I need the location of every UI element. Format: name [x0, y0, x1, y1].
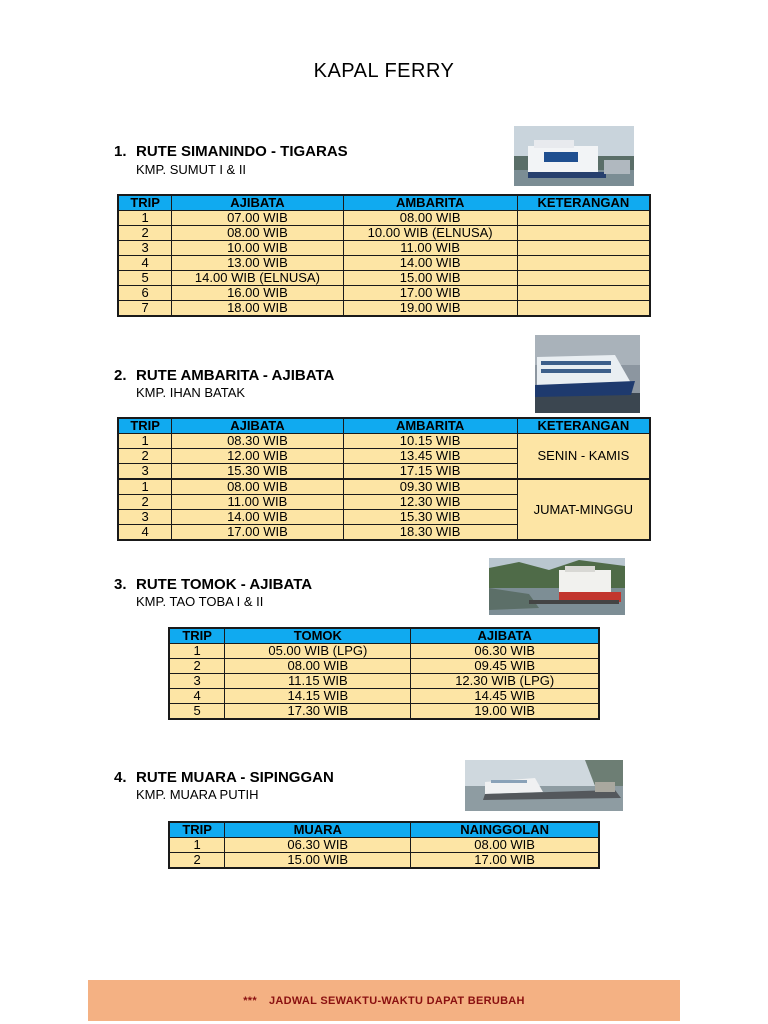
time-cell: 19.00 WIB — [343, 301, 517, 317]
route-4-heading — [114, 769, 334, 786]
time-cell: 14.00 WIB — [172, 510, 343, 525]
ferry-photo-3 — [489, 558, 625, 615]
time-cell: 08.00 WIB — [343, 211, 517, 226]
time-cell: 17.00 WIB — [411, 853, 599, 869]
route-2-ship: KMP. IHAN BATAK — [136, 385, 246, 400]
route-4-name: RUTE MUARA - SIPINGGAN — [136, 769, 334, 786]
trip-cell: 3 — [169, 674, 225, 689]
time-cell: 19.00 WIB — [411, 704, 599, 720]
table-row — [169, 674, 599, 689]
route-3-number: 3. — [114, 576, 127, 593]
time-cell: 14.45 WIB — [411, 689, 599, 704]
header-ambarita: AMBARITA — [343, 195, 517, 211]
route-2-number: 2. — [114, 367, 127, 384]
trip-cell: 2 — [118, 495, 172, 510]
trip-cell: 3 — [118, 510, 172, 525]
table-row — [118, 479, 650, 495]
time-cell: 15.30 WIB — [172, 464, 343, 480]
time-cell: 10.00 WIB — [172, 241, 343, 256]
time-cell: 11.00 WIB — [172, 495, 343, 510]
time-cell: 12.00 WIB — [172, 449, 343, 464]
trip-cell: 4 — [169, 689, 225, 704]
time-cell: 13.00 WIB — [172, 256, 343, 271]
table-row — [118, 226, 650, 241]
trip-cell: 5 — [169, 704, 225, 720]
table-row — [169, 838, 599, 853]
route-1-heading — [114, 143, 348, 160]
trip-cell: 5 — [118, 271, 172, 286]
time-cell: 14.00 WIB (ELNUSA) — [172, 271, 343, 286]
header-trip: TRIP — [169, 628, 225, 644]
time-cell: 15.30 WIB — [343, 510, 517, 525]
note-cell — [517, 271, 650, 286]
time-cell: 13.45 WIB — [343, 449, 517, 464]
table-row — [169, 659, 599, 674]
note-cell-jumat-minggu: JUMAT-MINGGU — [517, 479, 650, 540]
note-cell — [517, 241, 650, 256]
header-keterangan: KETERANGAN — [517, 195, 650, 211]
route-2-heading — [114, 367, 334, 384]
table-row — [118, 286, 650, 301]
time-cell: 11.15 WIB — [225, 674, 411, 689]
time-cell: 18.00 WIB — [172, 301, 343, 317]
table-header-row — [169, 628, 599, 644]
table-header-row — [169, 822, 599, 838]
time-cell: 12.30 WIB (LPG) — [411, 674, 599, 689]
time-cell: 10.15 WIB — [343, 434, 517, 449]
route-4-schedule-table — [168, 821, 600, 869]
trip-cell: 2 — [169, 853, 225, 869]
header-trip: TRIP — [118, 195, 172, 211]
header-nainggolan: NAINGGOLAN — [411, 822, 599, 838]
time-cell: 12.30 WIB — [343, 495, 517, 510]
time-cell: 11.00 WIB — [343, 241, 517, 256]
time-cell: 14.15 WIB — [225, 689, 411, 704]
route-4-number: 4. — [114, 769, 127, 786]
route-3-heading — [114, 576, 312, 593]
route-4-ship: KMP. MUARA PUTIH — [136, 787, 259, 802]
ferry-photo-4 — [465, 760, 623, 811]
time-cell: 05.00 WIB (LPG) — [225, 644, 411, 659]
header-trip: TRIP — [118, 418, 172, 434]
trip-cell: 2 — [118, 449, 172, 464]
route-2-schedule-table — [117, 417, 651, 541]
trip-cell: 7 — [118, 301, 172, 317]
note-cell — [517, 301, 650, 317]
time-cell: 14.00 WIB — [343, 256, 517, 271]
trip-cell: 1 — [118, 211, 172, 226]
ferry-photo-1 — [514, 126, 634, 186]
time-cell: 17.15 WIB — [343, 464, 517, 480]
trip-cell: 1 — [118, 479, 172, 495]
table-row — [118, 434, 650, 449]
time-cell: 09.45 WIB — [411, 659, 599, 674]
page-title: KAPAL FERRY — [313, 60, 455, 82]
note-cell-senin-kamis: SENIN - KAMIS — [517, 434, 650, 480]
route-2-name: RUTE AMBARITA - AJIBATA — [136, 367, 335, 384]
footer-notice — [88, 980, 680, 1021]
ferry-photo-2 — [535, 335, 640, 413]
trip-cell: 6 — [118, 286, 172, 301]
note-cell — [517, 256, 650, 271]
trip-cell: 2 — [118, 226, 172, 241]
trip-cell: 2 — [169, 659, 225, 674]
table-row — [169, 704, 599, 720]
table-row — [118, 241, 650, 256]
note-cell — [517, 211, 650, 226]
trip-cell: 1 — [169, 838, 225, 853]
header-ajibata: AJIBATA — [172, 195, 343, 211]
table-row — [169, 689, 599, 704]
time-cell: 08.00 WIB — [225, 659, 411, 674]
table-header-row — [118, 418, 650, 434]
time-cell: 15.00 WIB — [343, 271, 517, 286]
table-row — [169, 853, 599, 869]
header-tomok: TOMOK — [225, 628, 411, 644]
table-header-row — [118, 195, 650, 211]
time-cell: 07.00 WIB — [172, 211, 343, 226]
header-muara: MUARA — [225, 822, 411, 838]
route-1-ship: KMP. SUMUT I & II — [136, 162, 247, 177]
time-cell: 06.30 WIB — [225, 838, 411, 853]
time-cell: 15.00 WIB — [225, 853, 411, 869]
time-cell: 06.30 WIB — [411, 644, 599, 659]
footer-text: JADWAL SEWAKTU-WAKTU DAPAT BERUBAH — [268, 994, 525, 1007]
table-row — [118, 211, 650, 226]
time-cell: 18.30 WIB — [343, 525, 517, 541]
route-3-ship: KMP. TAO TOBA I & II — [136, 594, 264, 609]
table-row — [118, 301, 650, 317]
footer-stars: *** — [243, 994, 257, 1007]
table-row — [118, 271, 650, 286]
route-1-name: RUTE SIMANINDO - TIGARAS — [136, 143, 348, 160]
table-row — [169, 644, 599, 659]
trip-cell: 4 — [118, 525, 172, 541]
time-cell: 08.00 WIB — [411, 838, 599, 853]
trip-cell: 3 — [118, 241, 172, 256]
trip-cell: 1 — [118, 434, 172, 449]
time-cell: 08.30 WIB — [172, 434, 343, 449]
trip-cell: 3 — [118, 464, 172, 480]
header-keterangan: KETERANGAN — [517, 418, 650, 434]
time-cell: 09.30 WIB — [343, 479, 517, 495]
time-cell: 17.00 WIB — [172, 525, 343, 541]
table-row — [118, 256, 650, 271]
time-cell: 08.00 WIB — [172, 479, 343, 495]
route-3-name: RUTE TOMOK - AJIBATA — [136, 576, 313, 593]
note-cell — [517, 286, 650, 301]
trip-cell: 4 — [118, 256, 172, 271]
time-cell: 17.00 WIB — [343, 286, 517, 301]
header-ajibata: AJIBATA — [172, 418, 343, 434]
route-1-number: 1. — [114, 143, 127, 160]
time-cell: 08.00 WIB — [172, 226, 343, 241]
header-trip: TRIP — [169, 822, 225, 838]
time-cell: 10.00 WIB (ELNUSA) — [343, 226, 517, 241]
time-cell: 17.30 WIB — [225, 704, 411, 720]
route-3-schedule-table — [168, 627, 600, 720]
header-ajibata: AJIBATA — [411, 628, 599, 644]
route-1-schedule-table — [117, 194, 651, 317]
time-cell: 16.00 WIB — [172, 286, 343, 301]
trip-cell: 1 — [169, 644, 225, 659]
note-cell — [517, 226, 650, 241]
header-ambarita: AMBARITA — [343, 418, 517, 434]
